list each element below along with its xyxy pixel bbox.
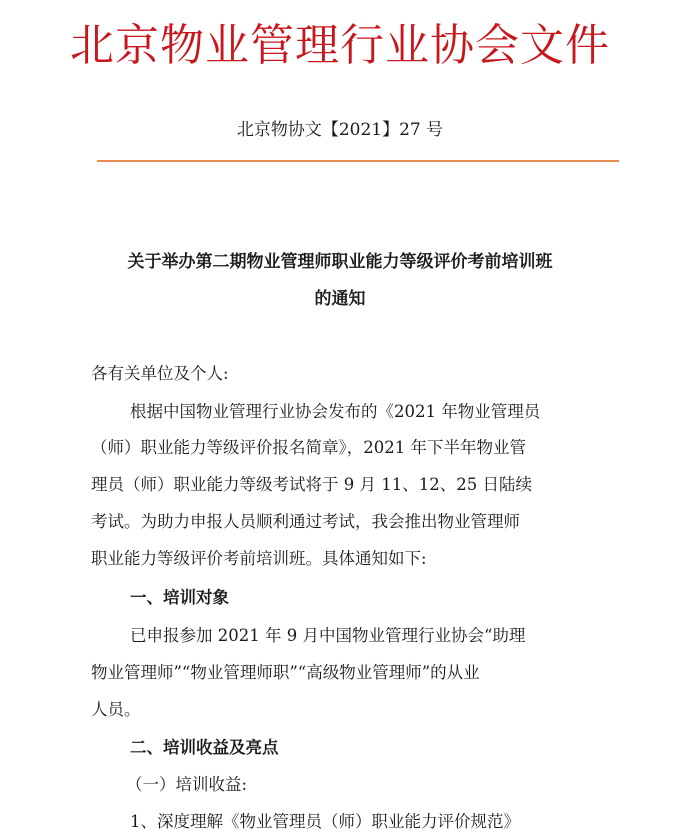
section-2-item-1: 1、深度理解《物业管理员（师）职业能力评价规范》 bbox=[130, 812, 520, 831]
notice-title-line-2: 的通知 bbox=[314, 289, 366, 309]
section-2-heading: 二、培训收益及亮点 bbox=[130, 738, 279, 757]
intro-line-2: （师）职业能力等级评价报名简章》，2021 年下半年物业管 bbox=[91, 438, 526, 457]
document-header-title: 北京物业管理行业协会文件 bbox=[70, 20, 610, 71]
section-2-subheading: （一）培训收益: bbox=[126, 775, 248, 794]
intro-line-4: 考试。为助力申报人员顺利通过考试，我会推出物业管理师 bbox=[91, 512, 520, 531]
intro-line-5: 职业能力等级评价考前培训班。具体通知如下: bbox=[91, 549, 427, 568]
intro-line-1: 根据中国物业管理行业协会发布的《2021 年物业管理员 bbox=[130, 402, 541, 421]
document-number: 北京物协文【2021】27 号 bbox=[236, 120, 444, 140]
section-1-line-3: 人员。 bbox=[91, 700, 141, 719]
salutation: 各有关单位及个人: bbox=[91, 364, 229, 383]
notice-title-line-1: 关于举办第二期物业管理师职业能力等级评价考前培训班 bbox=[127, 252, 553, 272]
intro-line-3: 理员（师）职业能力等级考试将于 9 月 11、12、25 日陆续 bbox=[91, 475, 532, 494]
header-divider bbox=[97, 160, 619, 162]
section-1-line-2: 物业管理师”“物业管理师职”“高级物业管理师”的从业 bbox=[91, 663, 480, 682]
section-1-heading: 一、培训对象 bbox=[130, 588, 229, 607]
section-1-line-1: 已申报参加 2021 年 9 月中国物业管理行业协会“助理 bbox=[130, 626, 526, 645]
